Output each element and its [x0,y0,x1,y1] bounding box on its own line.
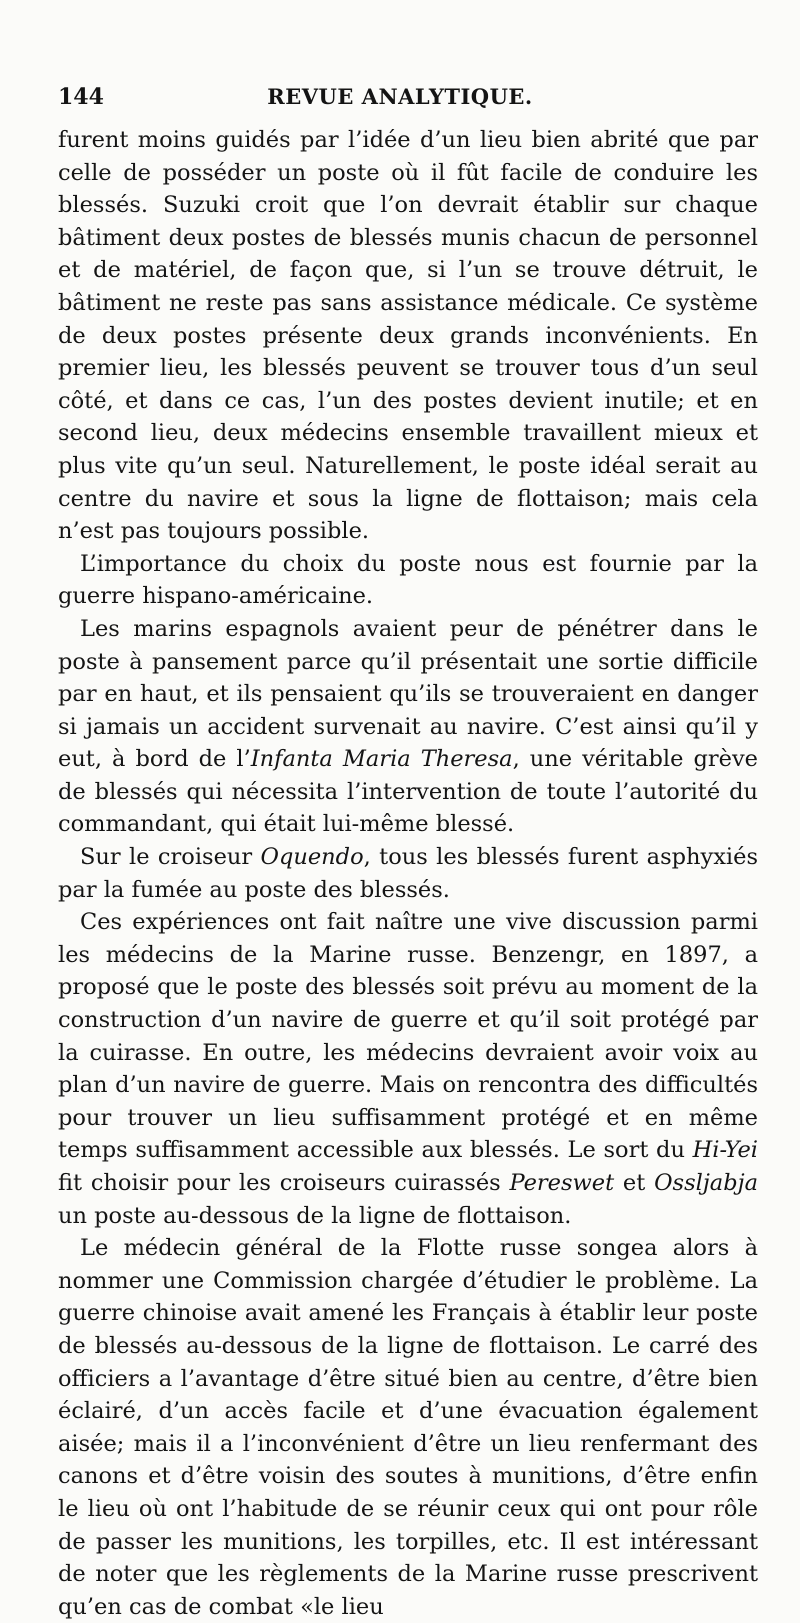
text-segment: L’importance du choix du poste nous est fournie par la guerre hispano-américaine. [58,550,758,610]
text-segment: et [614,1170,655,1196]
italic-text: Hi-Yei [692,1137,758,1164]
text-segment: Ces expériences ont fait naître une vive discussion parmi les médecins de la Marine russe. Benzengr, en 1897, a proposé que le poste des blessés soit prévu au moment de la construction d’un navire de guerre et qu’il soit protégé par la cuirasse. En outre, les médecins devraient avoir voix au plan d’un navire de guerre. Mais on rencontra des difficultés pour trouver un lieu suffisamment protégé et en même temps suffisamment accessible aux blessés. Le sort du [58,909,758,1164]
italic-text: Ossljabja [654,1170,758,1196]
paragraph [58,124,758,548]
text-segment: Sur le croiseur [80,844,261,871]
italic-text: Pereswet [509,1170,615,1196]
running-title: REVUE ANALYTIQUE. [267,84,533,109]
text-segment: fit choisir pour les croiseurs cuirassés [58,1170,510,1196]
paragraph [58,613,758,841]
italic-text: Oquendo [260,844,364,871]
italic-text: Infanta Maria Theresa [250,746,513,773]
paragraph [58,906,758,1232]
text-segment: , une véritable grève de blessés qui nécessita l’intervention de toute l’autorité du commandant, qui était lui-même blessé. [58,746,758,838]
text-segment: , tous les blessés furent asphyxiés par la fumée au poste des blessés. [58,844,758,903]
text-segment: un poste au-dessous de la ligne de flottaison. [58,1202,572,1229]
page-number: 144 [58,84,104,110]
text-segment: Le médecin général de la Flotte russe songea alors à nommer une Commission chargée d’étudier le problème. La guerre chinoise avait amené les Français à établir leur poste de blessés au-dessous de la ligne de flottaison. Le carré des officiers a l’avantage d’être situé bien au centre, d’être bien éclairé, d’un accès facile et d’une évacuation également aisée; mais il a l’inconvénient d’être un lieu renfermant des canons et d’être voisin des soutes à munitions, d’être enfin le lieu où ont l’habitude de se réunir ceux qui ont pour rôle de passer les munitions, les torpilles, etc. Il est intéressant de noter que les règlements de la Marine russe prescrivent qu’en cas de combat «le lieu [58,1235,758,1620]
paragraph [58,1232,758,1623]
paragraph [58,548,758,613]
body-text [58,124,758,1623]
text-segment: furent moins guidés par l’idée d’un lieu bien abrité que par celle de posséder un poste où il fût facile de conduire les blessés. Suzuki croit que l’on devrait établir sur chaque bâtiment deux postes de blessés munis chacun de personnel et de matériel, de façon que, si l’un se trouve détruit, le bâtiment ne reste pas sans assistance médicale. Ce système de deux postes présente deux grands inconvénients. En premier lieu, les blessés peuvent se trouver tous d’un seul côté, et dans ce cas, l’un des postes devient inutile; et en second lieu, deux médecins ensemble travaillent mieux et plus vite qu’un seul. Naturellement, le poste idéal serait au centre du navire et sous la ligne de flottaison; mais cela n’est pas toujours possible. [58,127,758,545]
text-segment: Les marins espagnols avaient peur de pénétrer dans le poste à pansement parce qu’il présentait une sortie difficile par en haut, et ils pensaient qu’ils se trouveraient en danger si jamais un accident survenait au navire. C’est ainsi qu’il y eut, à bord de l’ [58,615,758,773]
page-header [58,84,742,114]
paragraph [58,841,758,906]
